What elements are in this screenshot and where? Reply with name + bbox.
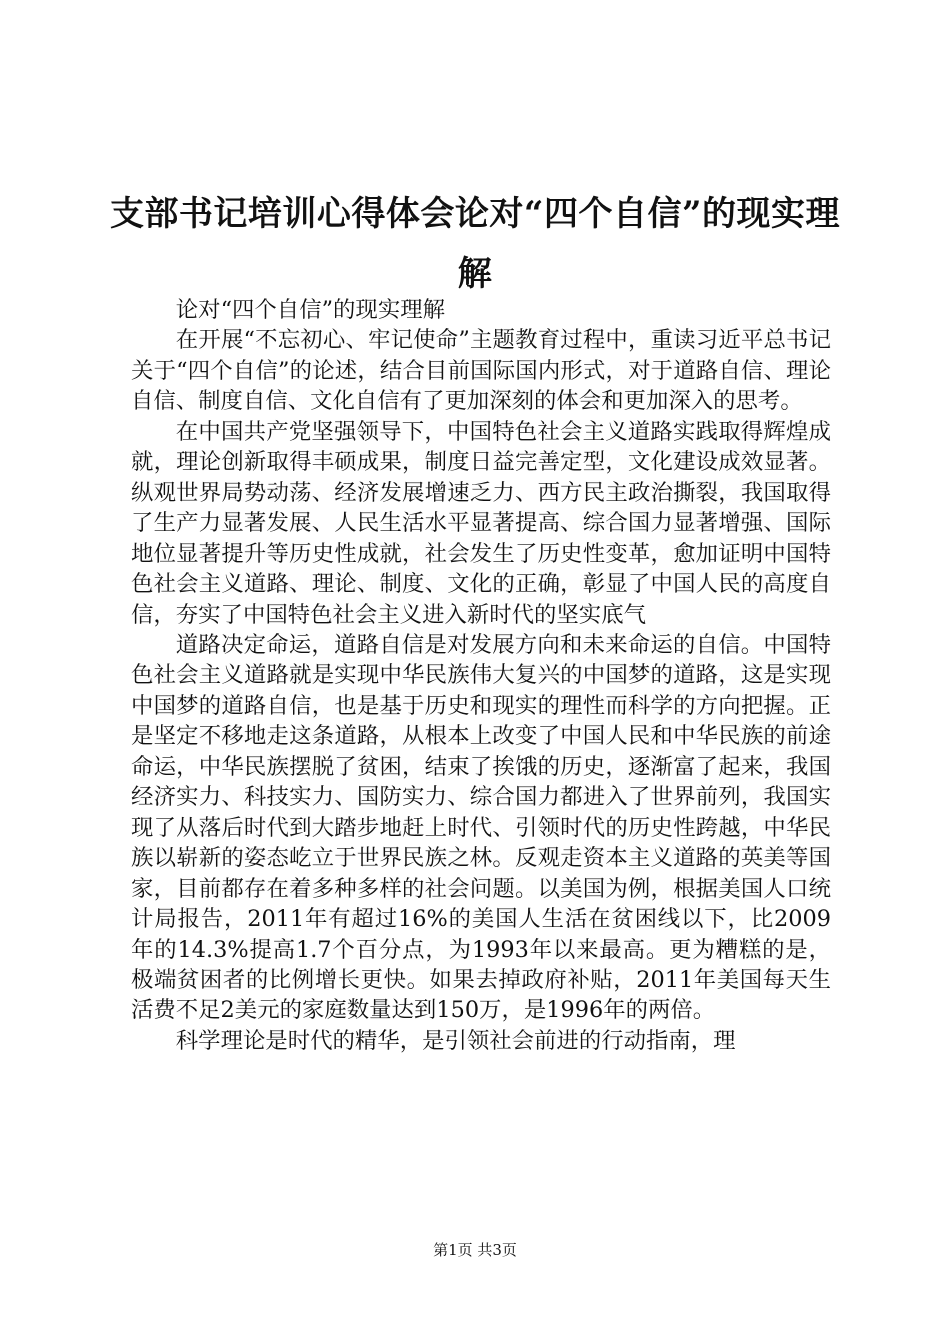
document-body <box>131 295 831 1056</box>
paragraph: 道路决定命运，道路自信是对发展方向和未来命运的自信。中国特色社会主义道路就是实现中华民族伟大复兴的中国梦的道路，这是实现中国梦的道路自信，也是基于历史和现实的理性而科学的方向把握。正是坚定不移地走这条道路，从根本上改变了中国人民和中华民族的前途命运，中华民族摆脱了贫困，结束了挨饿的历史，逐渐富了起来，我国经济实力、科技实力、国防实力、综合国力都进入了世界前列，我国实现了从落后时代到大踏步地赶上时代、引领时代的历史性跨越，中华民族以崭新的姿态屹立于世界民族之林。反观走资本主义道路的英美等国家，目前都存在着多种多样的社会问题。以美国为例，根据美国人口统计局报告，2011年有超过16%的美国人生活在贫困线以下，比2009年的14.3%提高1.7个百分点，为1993年以来最高。更为糟糕的是，极端贫困者的比例增长更快。如果去掉政府补贴，2011年美国每天生活费不足2美元的家庭数量达到150万，是1996年的两倍。 <box>131 631 831 1024</box>
document-title: 支部书记培训心得体会论对“四个自信”的现实理解 <box>109 194 841 294</box>
paragraph: 科学理论是时代的精华，是引领社会前进的行动指南，理 <box>175 1027 736 1054</box>
paragraph: 在中国共产党坚强领导下，中国特色社会主义道路实践取得辉煌成就，理论创新取得丰硕成果，制度日益完善定型，文化建设成效显著。纵观世界局势动荡、经济发展增速乏力、西方民主政治撕裂，我国取得了生产力显著发展、人民生活水平显著提高、综合国力显著增强、国际地位显著提升等历史性成就，社会发生了历史性变革，愈加证明中国特色社会主义道路、理论、制度、文化的正确，彰显了中国人民的高度自信，夯实了中国特色社会主义进入新时代的坚实底气 <box>131 418 831 628</box>
paragraph-subtitle: 论对“四个自信”的现实理解 <box>175 297 445 323</box>
paragraph: 在开展“不忘初心、牢记使命”主题教育过程中，重读习近平总书记关于“四个自信”的论述，结合目前国际国内形式，对于道路自信、理论自信、制度自信、文化自信有了更加深刻的体会和更加深入的思考。 <box>131 327 831 415</box>
page-footer: 第1页 共3页 <box>433 1241 517 1259</box>
